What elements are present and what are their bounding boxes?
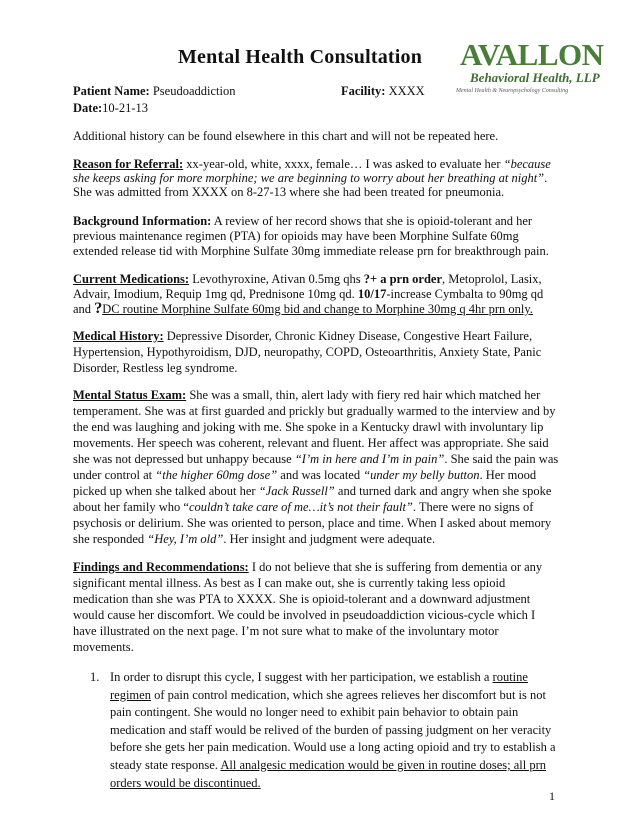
facility-row [341,83,425,100]
mse-text: . Her mood [479,468,537,482]
recommendation-row: medication and staff would be relived of the burden of passing judgment on her veracity [110,722,552,737]
referral-heading: Reason for Referral: [73,157,184,171]
mse-text: about her family who “ [73,500,189,514]
mse-text: and was located [277,468,364,482]
company-logo [456,37,606,102]
history-line-1 [73,328,532,345]
background-text: A review of her record shows that she is opioid-tolerant and her [211,214,533,228]
logo-tagline: Mental Health & Neuropsychology Consulting [456,88,569,94]
patient-name-row [73,83,235,100]
date-value: 10-21-13 [102,101,148,115]
recommendation-underlined: regimen [110,687,151,702]
mse-text: picked up when she talked about her [73,484,259,498]
mse-text: She was a small, thin, alert lady with fiery red hair which matched her [186,388,541,402]
history-text: Depressive Disorder, Chronic Kidney Disease, Congestive Heart Failure, [163,329,533,343]
intro-text: Additional history can be found elsewhere in this chart and will not be repeated here. [73,129,499,143]
mse-heading: Mental Status Exam: [73,388,187,402]
recommendation-text-part: of pain control medication, which she agrees relieves her discomfort but is not [150,687,546,702]
mse-line-8 [73,499,533,516]
mse-line-10 [73,531,435,548]
medications-heading: Current Medications: [73,272,190,286]
medications-line-3 [73,300,533,318]
findings-line-1 [73,559,542,576]
medications-bold: ?+ a prn order [363,272,443,286]
mse-line-3: the end was laughing and joking with me. She spoke in a Kentucky drawl with involuntary lip [73,420,544,434]
recommendation-row [110,757,566,775]
medications-text: Advair, Imodium, Requip 1mg qd, Prednisone 10mg qd. [73,287,358,301]
mse-text: she responded [73,532,148,546]
background-line-3: extended release tid with Morphine Sulfate 30mg immediate release prn for breakthrough pain. [73,244,549,258]
mse-text: and turned dark and angry when she spoke [334,484,552,498]
findings-line-2: significant mental illness. As best as I can make out, she is currently taking less opioid [73,576,506,590]
medications-text: , Metoprolol, Lasix, [442,272,542,286]
recommendation-row [110,669,566,687]
recommendation-text-part: In order to disrupt this cycle, I suggest with her participation, we establish a [110,670,493,684]
mse-quote: “Jack Russell” [258,484,335,498]
referral-quote: she keeps asking for more morphine; we are beginning to worry about her breathing at night” [73,171,545,185]
history-line-3: Disorder, Restless leg syndrome. [73,361,238,375]
referral-quote: “because [503,157,551,171]
date-row [73,100,148,117]
facility-label: Facility: [341,84,386,98]
findings-heading: Findings and Recommendations: [73,560,249,574]
recommendation-row [110,687,566,705]
medications-underlined: DC routine Morphine Sulfate 60mg bid and change to Morphine 30mg q 4hr prn only. [102,302,533,316]
referral-text: xx-year-old, white, xxxx, female… I was asked to evaluate her [183,157,504,171]
medications-text: and [73,302,95,316]
medications-question-mark: ? [94,300,103,317]
findings-text: I do not believe that she is suffering from dementia or any [248,560,543,574]
recommendation-text [110,669,566,792]
referral-line-3: She was admitted from XXXX on 8-27-13 where she had been treated for pneumonia. [73,185,505,199]
recommendation-row: pain contingent. She would no longer need to exhibit pain behavior to obtain pain [110,705,519,720]
mse-text: . Her insight and judgment were adequate. [223,532,436,546]
findings-line-3: medication than she was PTA to XXXX. She is opioid-tolerant and a downward adjustment [73,592,531,606]
mse-text: . She said the pain was [444,452,559,466]
patient-name-value: Pseudoaddiction [152,84,236,98]
background-heading: Background Information: [73,214,212,228]
mse-line-5 [73,451,558,468]
medications-text: Levothyroxine, Ativan 0.5mg qhs [189,272,364,286]
recommendation-underlined: routine [492,670,528,684]
list-number: 1. [90,670,100,684]
patient-name-label: Patient Name: [73,84,150,98]
medications-text: -increase Cymbalta to 90mg qd [386,287,544,301]
findings-line-4: would cause her discomfort. We could be involved in pseudoaddiction vicious-cycle which I [73,608,536,622]
recommendation-text-part: steady state response. [110,757,221,772]
referral-text: . [544,171,548,185]
logo-subtitle: Behavioral Health, LLP [470,70,600,85]
page-number: 1 [549,789,555,803]
medications-bold: 10/17 [357,287,387,301]
mse-quote: “under my belly button [363,468,480,482]
mse-text: under control at [73,468,156,482]
history-heading: Medical History: [73,329,164,343]
mse-line-4: movements. Her speech was coherent, relevant and fluent. Her affect was appropriate. She said [73,436,549,450]
mse-quote: “the higher 60mg dose” [155,468,278,482]
mse-text: she was not depressed but unhappy because [73,452,295,466]
mse-line-6 [73,467,536,484]
findings-line-5: have illustrated on the next page. I’m not sure what to make of the involuntary motor [73,624,499,638]
document-title: Mental Health Consultation [177,46,423,68]
mse-line-9: psychosis or delirium. She was oriented to person, place and time. When I asked about memory [73,516,552,530]
mse-quote: “I’m in here and I’m in pain” [294,452,445,466]
date-label: Date: [73,101,103,115]
mse-quote: couldn’t take care of me…it’s not their fault” [188,500,413,514]
logo-name: AVALLON [460,37,604,72]
recommendation-row: orders would be discontinued. [110,775,261,790]
mse-line-2: temperament. She was at first guarded and prickly but gradually warmed to the interview and by [73,404,556,418]
history-line-2: Hypertension, Hypothyroidism, DJD, neuropathy, COPD, Osteoarthritis, Anxiety State, Panic [73,345,542,359]
mse-text: . There were no signs of [412,500,534,514]
mse-line-7 [73,483,551,500]
mse-quote: “Hey, I’m old” [147,532,224,546]
recommendation-row: before she gets her pain medication. Would use a long acting opioid and try to establish a [110,740,556,755]
recommendation-underlined: All analgesic medication would be given in routine doses; all prn [220,757,547,772]
mse-line-1 [73,387,540,404]
facility-value: XXXX [388,84,425,98]
background-line-2: previous maintenance regimen (PTA) for opioids may have been Morphine Sulfate 60mg [73,229,519,243]
findings-line-6: movements. [73,640,134,654]
